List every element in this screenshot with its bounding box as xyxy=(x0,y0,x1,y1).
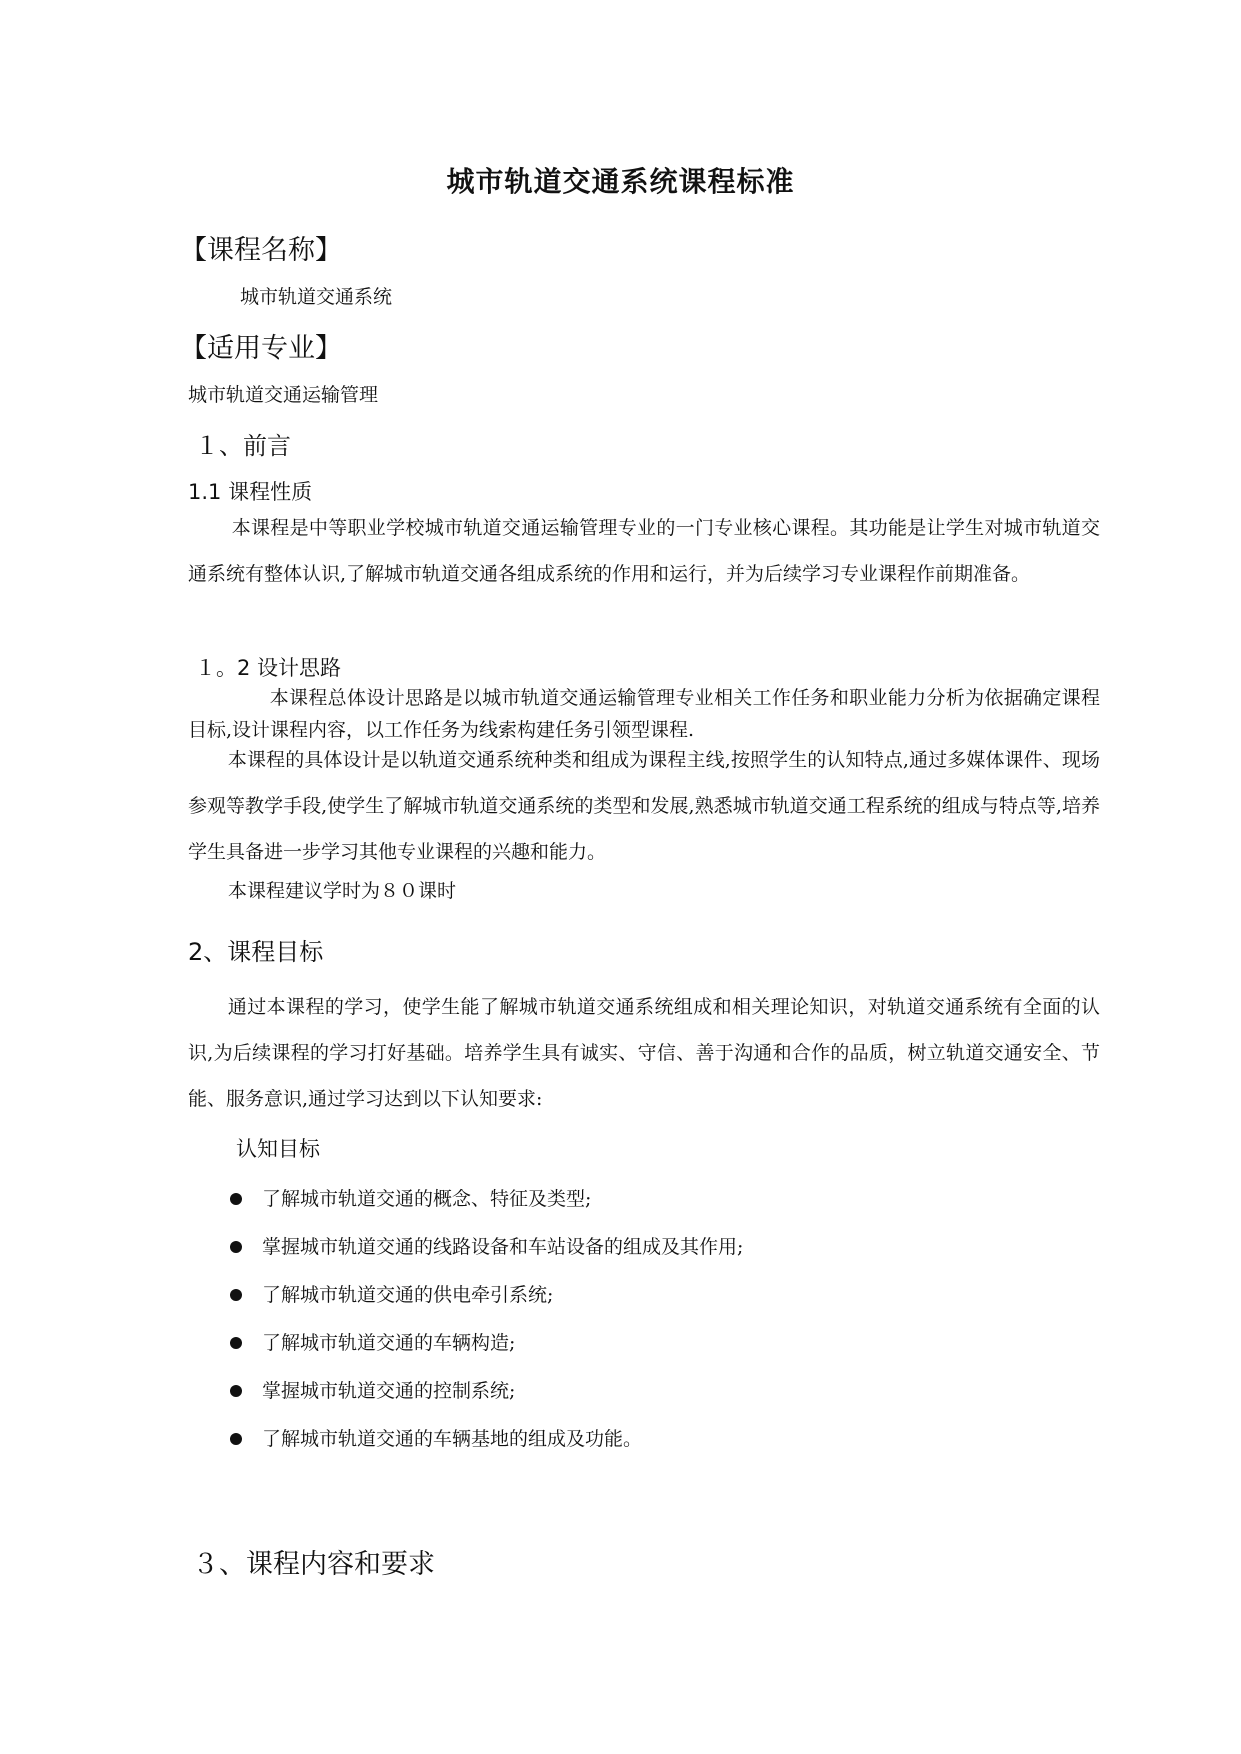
course-name-heading: 【课程名称】 xyxy=(180,235,342,266)
section1-2-paragraph-1: 本课程总体设计思路是以城市轨道交通运输管理专业相关工作任务和职业能力分析为依据确定课程目标,设计课程内容，以工作任务为线索构建任务引领型课程. xyxy=(188,687,1100,741)
section1-heading: １、前言 xyxy=(195,432,291,460)
section1-2-paragraph-3: 本课程建议学时为８０课时 xyxy=(228,880,457,902)
section1-1-paragraph: 本课程是中等职业学校城市轨道交通运输管理专业的一门专业核心课程。其功能是让学生对城市轨道交通系统有整体认识,了解城市轨道交通各组成系统的作用和运行，并为后续学习专业课程作前期准备。 xyxy=(188,517,1100,585)
bullet-icon xyxy=(230,1385,242,1397)
section2-heading: 2、课程目标 xyxy=(188,938,324,966)
bullet-icon xyxy=(230,1289,242,1301)
list-item: 了解城市轨道交通的供电牵引系统; xyxy=(230,1271,743,1319)
bullet-icon xyxy=(230,1433,242,1445)
course-name-value: 城市轨道交通系统 xyxy=(240,286,393,308)
list-item: 了解城市轨道交通的车辆基地的组成及功能。 xyxy=(230,1415,743,1463)
cognitive-goals-heading: 认知目标 xyxy=(236,1137,320,1161)
bullet-icon xyxy=(230,1337,242,1349)
list-item: 掌握城市轨道交通的控制系统; xyxy=(230,1367,743,1415)
section1-1-heading: 1.1 课程性质 xyxy=(188,480,313,504)
section2-paragraph: 通过本课程的学习，使学生能了解城市轨道交通系统组成和相关理论知识，对轨道交通系统有全面的认识,为后续课程的学习打好基础。培养学生具有诚实、守信、善于沟通和合作的品质，树立轨道交通安全、节能、服务意识,通过学习达到以下认知要求: xyxy=(188,996,1100,1110)
document-title: 城市轨道交通系统课程标准 xyxy=(446,165,795,198)
bullet-icon xyxy=(230,1241,242,1253)
cognitive-goals-list xyxy=(230,1175,743,1463)
list-item: 了解城市轨道交通的概念、特征及类型; xyxy=(230,1175,743,1223)
section1-2-paragraph-2: 本课程的具体设计是以轨道交通系统种类和组成为课程主线,按照学生的认知特点,通过多媒体课件、现场参观等教学手段,使学生了解城市轨道交通系统的类型和发展,熟悉城市轨道交通工程系统的组成与特点等,培养学生具备进一步学习其他专业课程的兴趣和能力。 xyxy=(188,749,1100,863)
bullet-icon xyxy=(230,1193,242,1205)
section3-heading: ３、课程内容和要求 xyxy=(192,1549,435,1580)
list-item: 掌握城市轨道交通的线路设备和车站设备的组成及其作用; xyxy=(230,1223,743,1271)
list-item: 了解城市轨道交通的车辆构造; xyxy=(230,1319,743,1367)
section1-2-heading: １。2 设计思路 xyxy=(195,656,342,680)
major-heading: 【适用专业】 xyxy=(180,333,342,364)
major-value: 城市轨道交通运输管理 xyxy=(188,384,379,406)
